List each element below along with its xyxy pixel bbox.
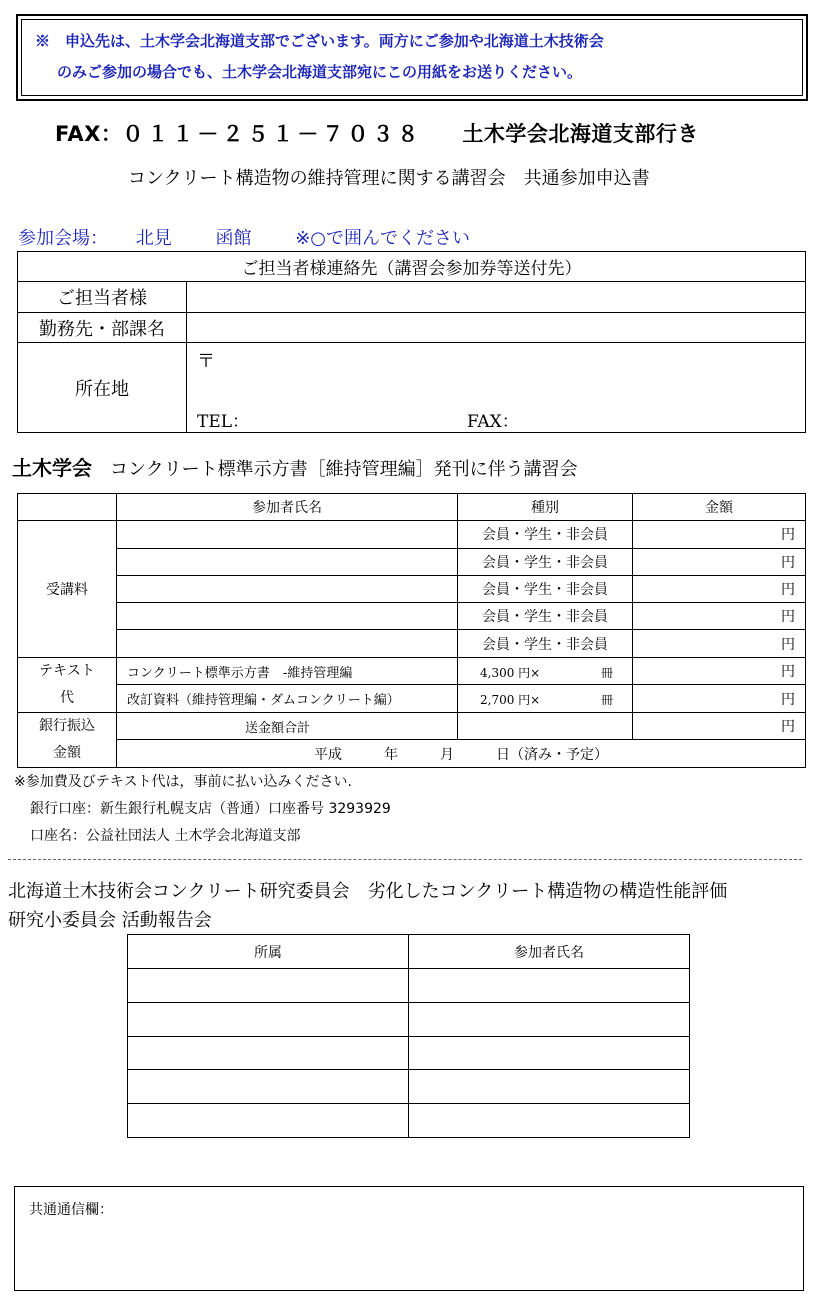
member-type-cell[interactable]: 会員・学生・非会員 xyxy=(458,603,633,630)
text-item-count-unit: 冊 xyxy=(601,665,614,680)
affiliation-cell[interactable] xyxy=(128,969,409,1003)
member-type-cell[interactable]: 会員・学生・非会員 xyxy=(458,548,633,575)
fax-number: ０１１－２５１－７０３８ xyxy=(122,122,423,146)
participant-name-cell[interactable] xyxy=(117,575,458,602)
contact-address-field[interactable] xyxy=(187,343,806,433)
text-item-count-unit: 冊 xyxy=(601,693,614,708)
seminar-org: 土木学会 xyxy=(12,456,92,480)
member-type-cell[interactable]: 会員・学生・非会員 xyxy=(458,521,633,548)
participant-name-cell[interactable] xyxy=(117,521,458,548)
amount-cell[interactable]: 円 xyxy=(633,657,806,685)
venue-instruction: ※○で囲んでください xyxy=(295,228,470,249)
contact-address-label: 所在地 xyxy=(18,343,187,433)
participant-name-cell[interactable] xyxy=(409,1002,690,1036)
bank-transfer-label xyxy=(18,712,117,767)
text-item-qty[interactable] xyxy=(458,685,633,713)
amount-cell[interactable]: 円 xyxy=(633,685,806,713)
postal-mark: 〒 xyxy=(197,351,215,372)
contact-title: ご担当者様連絡先（講習会参加券等送付先） xyxy=(18,252,806,282)
total-label: 送金額合計 xyxy=(117,712,458,740)
affiliation-cell[interactable] xyxy=(128,1002,409,1036)
total-blank-cell xyxy=(458,712,633,740)
contact-name-field[interactable] xyxy=(187,282,806,313)
affiliation-cell[interactable] xyxy=(128,1036,409,1070)
total-amount-cell[interactable]: 円 xyxy=(633,712,806,740)
cut-line xyxy=(8,859,802,860)
amount-cell[interactable]: 円 xyxy=(633,630,806,657)
report-header-affiliation: 所属 xyxy=(128,935,409,969)
bank-account-note: 銀行口座：新生銀行札幌支店（普通）口座番号 3293929 xyxy=(30,801,391,817)
venue-selection xyxy=(18,224,470,250)
participant-name-cell[interactable] xyxy=(409,1036,690,1070)
amount-cell[interactable]: 円 xyxy=(633,575,806,602)
participant-name-cell[interactable] xyxy=(409,969,690,1003)
participant-name-cell[interactable] xyxy=(117,548,458,575)
tel-label: TEL： xyxy=(197,412,250,432)
text-item-price: 4,300 円× xyxy=(480,665,541,680)
notice-line-1: ※ 申込先は、土木学会北海道支部でございます。両方にご参加や北海道土木技術会 xyxy=(35,32,604,50)
participant-name-cell[interactable] xyxy=(409,1104,690,1138)
bank-transfer-label-2: 金額 xyxy=(53,744,81,761)
contact-name-label: ご担当者様 xyxy=(18,282,187,313)
fee-header-name: 参加者氏名 xyxy=(117,494,458,521)
participant-name-cell[interactable] xyxy=(117,630,458,657)
text-fee-label-2: 代 xyxy=(60,689,74,706)
amount-cell[interactable]: 円 xyxy=(633,603,806,630)
contact-table xyxy=(17,251,806,433)
fax-label: FAX： xyxy=(55,122,123,146)
report-meeting-table xyxy=(127,934,690,1138)
affiliation-cell[interactable] xyxy=(128,1104,409,1138)
tuition-label: 受講料 xyxy=(18,521,117,657)
member-type-cell[interactable]: 会員・学生・非会員 xyxy=(458,630,633,657)
report-meeting-title-1: 北海道土木技術会コンクリート研究委員会 劣化したコンクリート構造物の構造性能評価 xyxy=(8,881,728,902)
venue-label: 参加会場： xyxy=(18,228,108,249)
payment-note: ※参加費及びテキスト代は，事前に払い込みください. xyxy=(14,774,352,790)
amount-cell[interactable]: 円 xyxy=(633,548,806,575)
fax-header xyxy=(55,118,699,148)
report-meeting-title-2: 研究小委員会 活動報告会 xyxy=(8,910,212,931)
participant-name-cell[interactable] xyxy=(409,1070,690,1104)
text-item-price: 2,700 円× xyxy=(480,693,541,708)
notice-line-2: のみご参加の場合でも、土木学会北海道支部宛にこの用紙をお送りください。 xyxy=(57,63,583,81)
seminar-title xyxy=(12,452,578,481)
member-type-cell[interactable]: 会員・学生・非会員 xyxy=(458,575,633,602)
contact-org-label: 勤務先・部課名 xyxy=(18,313,187,343)
fax-destination: 土木学会北海道支部行き xyxy=(462,122,699,146)
account-name-note: 口座名：公益社団法人 土木学会北海道支部 xyxy=(30,828,301,844)
communication-box[interactable] xyxy=(14,1186,804,1291)
document-title: コンクリート構造物の維持管理に関する講習会 共通参加申込書 xyxy=(128,168,650,189)
venue-option-hakodate[interactable]: 函館 xyxy=(215,228,252,249)
text-item-qty[interactable] xyxy=(458,657,633,685)
participant-name-cell[interactable] xyxy=(117,603,458,630)
affiliation-cell[interactable] xyxy=(128,1070,409,1104)
amount-cell[interactable]: 円 xyxy=(633,521,806,548)
fee-header-blank xyxy=(18,494,117,521)
seminar-name: コンクリート標準示方書［維持管理編］発刊に伴う講習会 xyxy=(110,459,578,480)
fax-field-label: FAX： xyxy=(467,412,519,432)
report-header-name: 参加者氏名 xyxy=(409,935,690,969)
communication-label: 共通通信欄： xyxy=(29,1202,113,1218)
venue-option-kitami[interactable]: 北見 xyxy=(135,228,172,249)
text-item-name: 改訂資料（維持管理編・ダムコンクリート編） xyxy=(117,685,458,713)
text-item-name: コンクリート標準示方書 -維持管理編 xyxy=(117,657,458,685)
notice-box xyxy=(16,14,808,101)
text-fee-label xyxy=(18,657,117,712)
contact-org-field[interactable] xyxy=(187,313,806,343)
fee-header-type: 種別 xyxy=(458,494,633,521)
fee-header-amount: 金額 xyxy=(633,494,806,521)
fee-table xyxy=(17,493,806,768)
bank-transfer-label-1: 銀行振込 xyxy=(39,717,95,734)
notice-inner-frame xyxy=(21,19,803,96)
payment-date-line[interactable]: 平成 年 月 日（済み・予定） xyxy=(117,740,806,768)
text-fee-label-1: テキスト xyxy=(39,662,95,679)
